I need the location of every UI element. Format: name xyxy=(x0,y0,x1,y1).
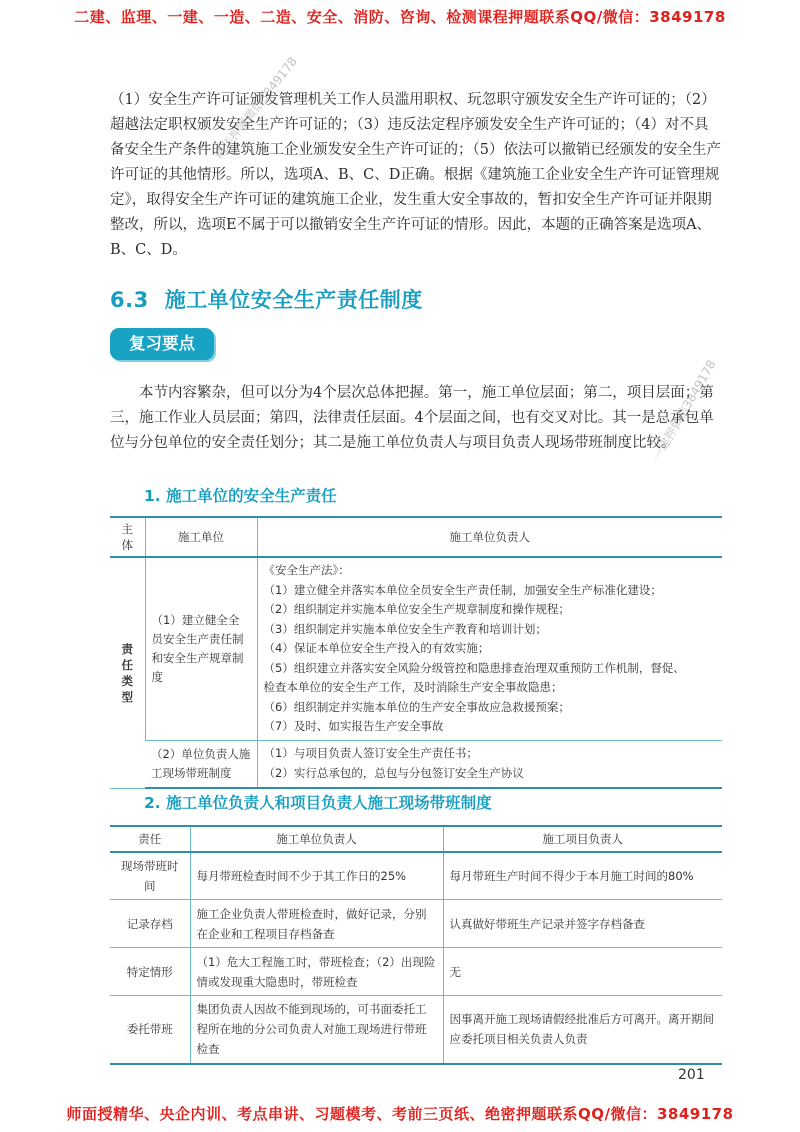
table-header-cell: 施工单位负责人 xyxy=(257,517,722,557)
table-row xyxy=(110,740,722,788)
table-header-cell: 施工单位负责人 xyxy=(190,826,443,852)
table-header-row xyxy=(110,826,722,852)
subheading-unit-responsibility: 1. 施工单位的安全生产责任 xyxy=(144,487,337,505)
bottom-banner: 师面授精华、央企内训、考点串讲、习题模考、考前三页纸、绝密押题联系QQ/微信：3849178 xyxy=(66,1105,734,1123)
duty-line: （3）组织制定并实施本单位安全生产教育和培训计划； xyxy=(263,621,547,636)
duty-line: 《安全生产法》： xyxy=(263,563,350,577)
subheading-onsite-duty-system: 2. 施工单位负责人和项目负责人施工现场带班制度 xyxy=(144,794,492,812)
watermark: 一建押微信3849178 xyxy=(649,357,719,463)
section-title: 施工单位安全生产责任制度 xyxy=(164,288,423,312)
duty-line: （2）实行总承包的，总包与分包签订安全生产协议 xyxy=(263,765,524,780)
intro-paragraph: （1）安全生产许可证颁发管理机关工作人员滥用职权、玩忽职守颁发安全生产许可证的；（2）超越法定职权颁发安全生产许可证的；（3）违反法定程序颁发安全生产许可证的；（4）对不具备安全生产条件的建筑施工企业颁发安全生产许可证的；（5）依法可以撤销已经颁发的安全生产许可证的其他情形。所以，选项A、B、C、D正确。根据《建筑施工企业安全生产许可证管理规定》，取得安全生产许可证的建筑施工企业，发生重大安全事故的，暂扣安全生产许可证并限期整改，所以，选项E不属于可以撤销安全生产许可证的情形。因此，本题的正确答案是选项A、B、C、D。 xyxy=(110,92,721,258)
subject-cell: 责任类型 xyxy=(110,557,145,788)
project-leader-cell: 每月带班生产时间不得少于本月施工时间的80% xyxy=(443,852,722,900)
unit-leader-cell: 集团负责人因故不能到现场的，可书面委托工程所在地的分公司负责人对施工现场进行带班检查 xyxy=(190,996,443,1064)
duties-cell xyxy=(257,740,722,788)
page-number: 201 xyxy=(678,1067,705,1083)
section-heading xyxy=(110,284,423,314)
table-header-row xyxy=(110,517,722,557)
watermark: 精华押题微信3849178 xyxy=(211,54,300,162)
table-row xyxy=(110,900,722,948)
unit-leader-cell: （1）危大工程施工时，带班检查；（2）出现险情或发现重大隐患时，带班检查 xyxy=(190,948,443,996)
row-label-cell: 现场带班时间 xyxy=(110,852,190,900)
table-row xyxy=(110,852,722,900)
project-leader-cell: 无 xyxy=(443,948,722,996)
row-label-cell: 委托带班 xyxy=(110,996,190,1064)
section-number: 6.3 xyxy=(110,288,149,312)
duty-line: （5）组织建立并落实安全风险分级管控和隐患排查治理双重预防工作机制，督促、 xyxy=(263,660,685,675)
duty-line: 检查本单位的安全生产工作，及时消除生产安全事故隐患； xyxy=(263,680,563,694)
row-label-cell: 特定情形 xyxy=(110,948,190,996)
unit-leader-cell: 施工企业负责人带班检查时，做好记录，分别在企业和工程项目存档备查 xyxy=(190,900,443,948)
unit-leader-cell: 每月带班检查时间不少于其工作日的25% xyxy=(190,852,443,900)
onsite-duty-table xyxy=(110,825,722,1065)
review-points-badge: 复习要点 xyxy=(110,328,214,360)
top-banner: 二建、监理、一建、一造、二造、安全、消防、咨询、检测课程押题联系QQ/微信：3849178 xyxy=(74,8,726,26)
table-row xyxy=(110,557,722,740)
table-row xyxy=(110,996,722,1064)
unit-responsibility-table xyxy=(110,516,722,789)
duties-cell xyxy=(257,557,722,740)
duty-line: （1）建立健全并落实本单位全员安全生产责任制，加强安全生产标准化建设； xyxy=(263,582,662,597)
table-row xyxy=(110,948,722,996)
unit-cell: （2）单位负责人施工现场带班制度 xyxy=(145,740,257,788)
duty-line: （7）及时、如实报告生产安全事故 xyxy=(263,719,444,733)
duty-line: （2）组织制定并实施本单位安全生产规章制度和操作规程； xyxy=(263,602,570,616)
project-leader-cell: 因事离开施工现场请假经批准后方可离开。离开期间应委托项目相关负责人负责 xyxy=(443,996,722,1064)
table-header-cell: 主体 xyxy=(110,517,145,557)
duty-line: （1）与项目负责人签订安全生产责任书； xyxy=(263,746,478,761)
unit-cell: （1）建立健全全员安全生产责任制和安全生产规章制度 xyxy=(145,557,257,740)
duty-line: （4）保证本单位安全生产投入的有效实施； xyxy=(263,641,490,655)
table-header-cell: 施工项目负责人 xyxy=(443,826,722,852)
table-header-cell: 责任 xyxy=(110,826,190,852)
project-leader-cell: 认真做好带班生产记录并签字存档备查 xyxy=(443,900,722,948)
table-header-cell: 施工单位 xyxy=(145,517,257,557)
duty-line: （6）组织制定并实施本单位的生产安全事故应急救援预案； xyxy=(263,699,570,714)
row-label-cell: 记录存档 xyxy=(110,900,190,948)
section-intro-paragraph: 本节内容繁杂，但可以分为4个层次总体把握。第一，施工单位层面；第二，项目层面；第三，施工作业人员层面；第四，法律责任层面。4个层面之间，也有交叉对比。其一是总承包单位与分包单位的安全责任划分；其二是施工单位负责人与项目负责人现场带班制度比较。 xyxy=(110,385,714,451)
